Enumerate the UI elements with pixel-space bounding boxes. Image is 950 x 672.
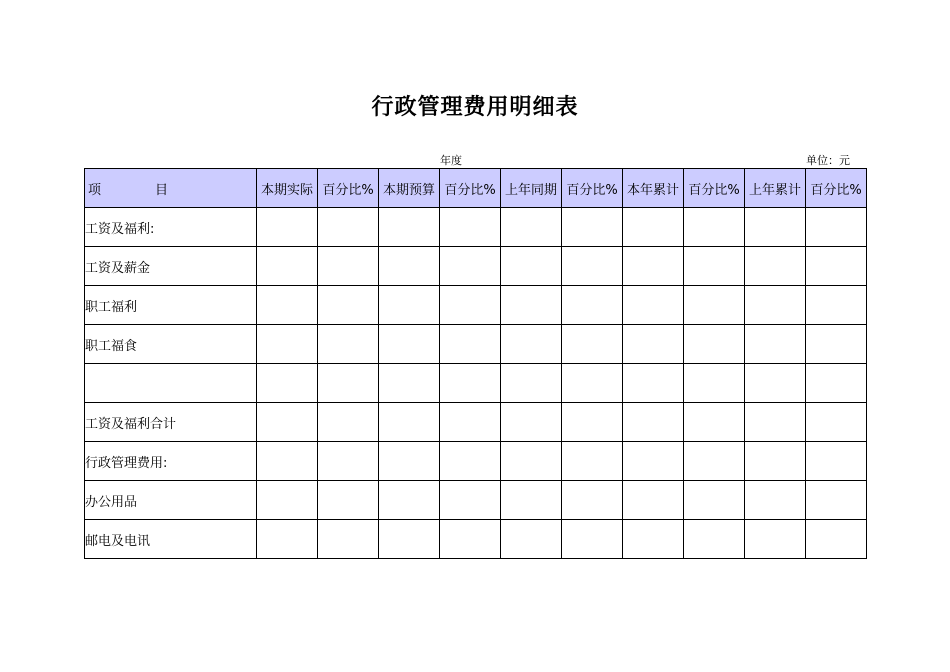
value-cell[interactable] — [257, 403, 318, 442]
table-row — [85, 520, 867, 559]
value-cell[interactable] — [745, 247, 806, 286]
value-cell[interactable] — [562, 403, 623, 442]
value-cell[interactable] — [501, 286, 562, 325]
value-cell[interactable] — [562, 208, 623, 247]
value-cell[interactable] — [501, 481, 562, 520]
table-row — [85, 325, 867, 364]
value-cell[interactable] — [440, 247, 501, 286]
column-header: 上年同期 — [501, 169, 562, 208]
value-cell[interactable] — [684, 403, 745, 442]
column-header: 上年累计 — [745, 169, 806, 208]
value-cell[interactable] — [379, 403, 440, 442]
value-cell[interactable] — [379, 520, 440, 559]
value-cell[interactable] — [623, 403, 684, 442]
column-header-item — [85, 169, 257, 208]
value-cell[interactable] — [562, 520, 623, 559]
value-cell[interactable] — [440, 520, 501, 559]
value-cell[interactable] — [562, 364, 623, 403]
value-cell[interactable] — [745, 364, 806, 403]
value-cell[interactable] — [379, 208, 440, 247]
row-label: 职工福食 — [85, 325, 257, 364]
unit-label: 单位：元 — [806, 154, 850, 167]
value-cell[interactable] — [684, 247, 745, 286]
table-row — [85, 403, 867, 442]
table-body — [85, 208, 867, 559]
value-cell[interactable] — [623, 208, 684, 247]
value-cell[interactable] — [806, 481, 867, 520]
value-cell[interactable] — [379, 442, 440, 481]
value-cell[interactable] — [562, 481, 623, 520]
row-label: 行政管理费用: — [85, 442, 257, 481]
row-label: 办公用品 — [85, 481, 257, 520]
value-cell[interactable] — [257, 442, 318, 481]
value-cell[interactable] — [318, 481, 379, 520]
value-cell[interactable] — [501, 364, 562, 403]
value-cell[interactable] — [257, 286, 318, 325]
value-cell[interactable] — [745, 403, 806, 442]
row-label: 邮电及电讯 — [85, 520, 257, 559]
value-cell[interactable] — [806, 520, 867, 559]
value-cell[interactable] — [501, 442, 562, 481]
table-row — [85, 442, 867, 481]
page-title: 行政管理费用明细表 — [371, 95, 579, 120]
value-cell[interactable] — [318, 364, 379, 403]
value-cell[interactable] — [257, 247, 318, 286]
value-cell[interactable] — [318, 520, 379, 559]
value-cell[interactable] — [440, 403, 501, 442]
column-header: 百分比% — [562, 169, 623, 208]
value-cell[interactable] — [745, 481, 806, 520]
value-cell[interactable] — [806, 247, 867, 286]
value-cell[interactable] — [806, 442, 867, 481]
header-row — [85, 169, 867, 208]
value-cell[interactable] — [684, 364, 745, 403]
value-cell[interactable] — [440, 364, 501, 403]
value-cell[interactable] — [501, 403, 562, 442]
value-cell[interactable] — [684, 520, 745, 559]
value-cell[interactable] — [623, 442, 684, 481]
column-header: 百分比% — [806, 169, 867, 208]
value-cell[interactable] — [745, 442, 806, 481]
value-cell[interactable] — [318, 325, 379, 364]
value-cell[interactable] — [440, 325, 501, 364]
table-row — [85, 286, 867, 325]
value-cell[interactable] — [745, 286, 806, 325]
table-row — [85, 481, 867, 520]
expense-detail-table — [84, 168, 867, 559]
value-cell[interactable] — [257, 325, 318, 364]
value-cell[interactable] — [745, 208, 806, 247]
value-cell[interactable] — [684, 442, 745, 481]
value-cell[interactable] — [379, 247, 440, 286]
value-cell[interactable] — [806, 325, 867, 364]
value-cell[interactable] — [379, 325, 440, 364]
value-cell[interactable] — [623, 520, 684, 559]
value-cell[interactable] — [623, 247, 684, 286]
table-row — [85, 208, 867, 247]
value-cell[interactable] — [257, 481, 318, 520]
column-header: 百分比% — [684, 169, 745, 208]
table-row — [85, 247, 867, 286]
table-row — [85, 364, 867, 403]
value-cell[interactable] — [562, 325, 623, 364]
value-cell[interactable] — [501, 208, 562, 247]
column-header: 百分比% — [318, 169, 379, 208]
row-label — [85, 364, 257, 403]
value-cell[interactable] — [501, 325, 562, 364]
value-cell[interactable] — [501, 247, 562, 286]
value-cell[interactable] — [318, 286, 379, 325]
row-label: 工资及福利合计 — [85, 403, 257, 442]
row-label: 工资及福利: — [85, 208, 257, 247]
value-cell[interactable] — [562, 247, 623, 286]
item-header-char-2: 目 — [155, 182, 169, 198]
value-cell[interactable] — [623, 481, 684, 520]
row-label: 工资及薪金 — [85, 247, 257, 286]
value-cell[interactable] — [440, 208, 501, 247]
column-header: 本期实际 — [257, 169, 318, 208]
value-cell[interactable] — [806, 286, 867, 325]
value-cell[interactable] — [745, 325, 806, 364]
value-cell[interactable] — [501, 520, 562, 559]
item-header-char-1: 项 — [88, 182, 102, 198]
value-cell[interactable] — [623, 325, 684, 364]
value-cell[interactable] — [257, 208, 318, 247]
value-cell[interactable] — [440, 442, 501, 481]
column-header: 本年累计 — [623, 169, 684, 208]
value-cell[interactable] — [806, 403, 867, 442]
value-cell[interactable] — [806, 208, 867, 247]
value-cell[interactable] — [257, 520, 318, 559]
value-cell[interactable] — [684, 208, 745, 247]
value-cell[interactable] — [440, 286, 501, 325]
value-cell[interactable] — [562, 442, 623, 481]
row-label: 职工福利 — [85, 286, 257, 325]
value-cell[interactable] — [684, 481, 745, 520]
value-cell[interactable] — [318, 208, 379, 247]
value-cell[interactable] — [318, 442, 379, 481]
value-cell[interactable] — [440, 481, 501, 520]
value-cell[interactable] — [684, 286, 745, 325]
value-cell[interactable] — [318, 247, 379, 286]
value-cell[interactable] — [623, 286, 684, 325]
value-cell[interactable] — [684, 325, 745, 364]
value-cell[interactable] — [257, 364, 318, 403]
value-cell[interactable] — [379, 286, 440, 325]
column-header: 本期预算 — [379, 169, 440, 208]
value-cell[interactable] — [745, 520, 806, 559]
value-cell[interactable] — [318, 403, 379, 442]
year-label: 年度 — [440, 154, 462, 167]
value-cell[interactable] — [806, 364, 867, 403]
value-cell[interactable] — [623, 364, 684, 403]
column-header: 百分比% — [440, 169, 501, 208]
value-cell[interactable] — [379, 481, 440, 520]
value-cell[interactable] — [562, 286, 623, 325]
value-cell[interactable] — [379, 364, 440, 403]
